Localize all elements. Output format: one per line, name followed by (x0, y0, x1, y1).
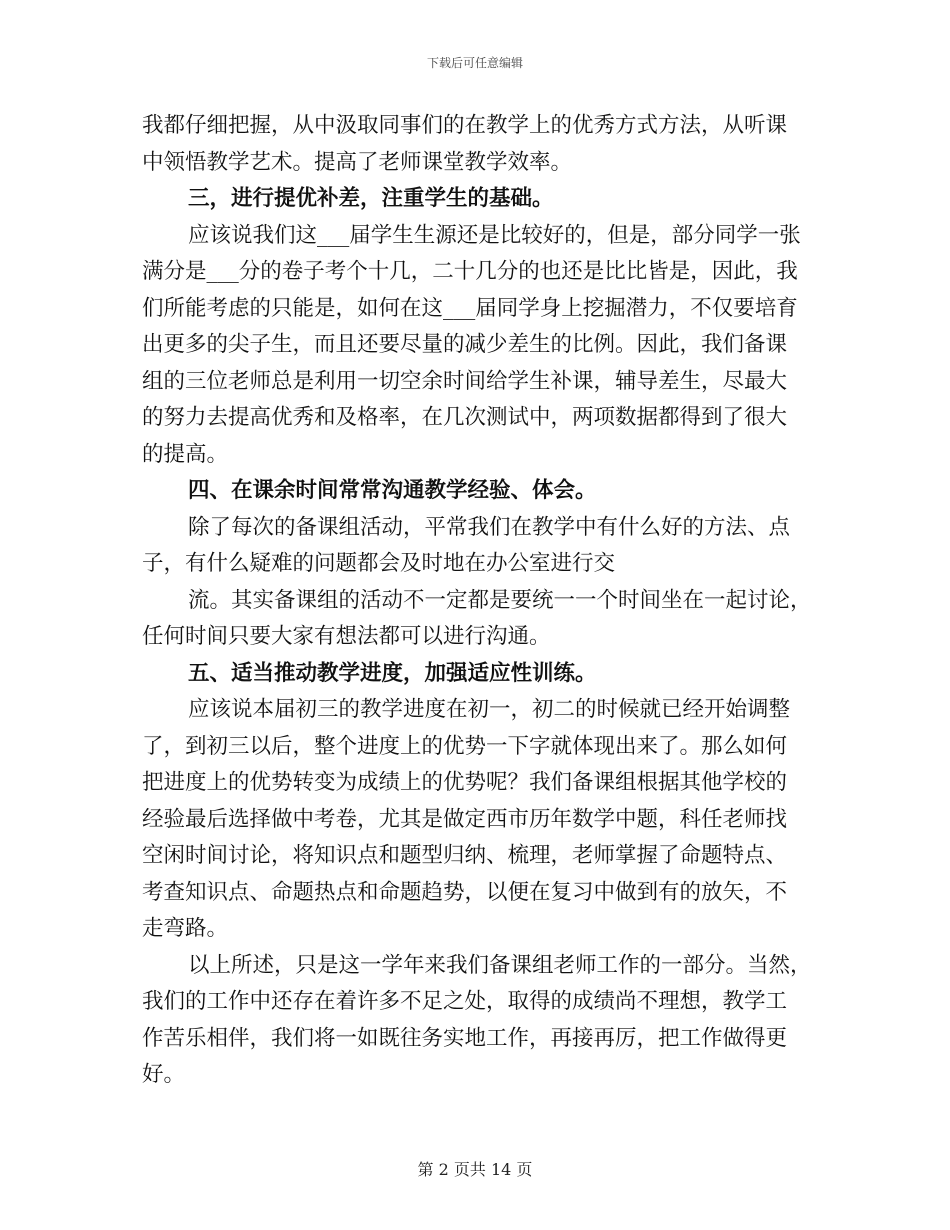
paragraph-line: 满分是___分的卷子考个十几，二十几分的也还是比比皆是，因此，我 (142, 259, 798, 284)
paragraph-line: 流。其实备课组的活动不一定都是要统一一个时间坐在一起讨论， (188, 587, 812, 613)
paragraph-line: 的提高。 (142, 441, 229, 467)
page-header: 下载后可任意编辑 (426, 56, 523, 70)
paragraph-line: 的努力去提高优秀和及格率，在几次测试中，两项数据都得到了很大 (142, 405, 788, 430)
section-heading: 五、适当推动教学进度，加强适应性训练。 (188, 660, 597, 686)
paragraph-line: 除了每次的备课组活动，平常我们在教学中有什么好的方法、点 (188, 514, 791, 540)
paragraph-line: 我们的工作中还存在着许多不足之处，取得的成绩尚不理想，教学工 (142, 989, 788, 1014)
section-heading: 三，进行提优补差，注重学生的基础。 (188, 186, 554, 211)
paragraph-line: 走弯路。 (142, 916, 229, 941)
paragraph-line: 好。 (142, 1062, 186, 1087)
paragraph-line: 任何时间只要大家有想法都可以进行沟通。 (142, 624, 551, 649)
page-number-footer: 第 2 页共 14 页 (417, 1160, 533, 1179)
paragraph-line: 应该说我们这___届学生生源还是比较好的，但是，部分同学一张 (188, 222, 801, 248)
paragraph-line: 中领悟教学艺术。提高了老师课堂教学效率。 (142, 149, 573, 175)
paragraph-line: 出更多的尖子生，而且还要尽量的减少差生的比例。因此，我们备课 (142, 332, 788, 357)
paragraph-line: 空闲时间讨论，将知识点和题型归纳、梳理，老师掌握了命题特点、 (142, 843, 788, 868)
section-heading: 四、在课余时间常常沟通教学经验、体会。 (188, 478, 597, 503)
document-body (142, 108, 814, 1094)
paragraph-line: 子，有什么疑难的问题都会及时地在办公室进行交 (142, 551, 616, 576)
paragraph-line: 我都仔细把握，从中汲取同事们的在教学上的优秀方式方法，从听课 (142, 113, 788, 138)
paragraph-line: 了，到初三以后，整个进度上的优势一下字就体现出来了。那么如何 (142, 733, 788, 759)
paragraph-line: 组的三位老师总是利用一切空余时间给学生补课，辅导差生，尽最大 (142, 368, 788, 394)
paragraph-line: 考查知识点、命题热点和命题趋势，以便在复习中做到有的放矢，不 (142, 879, 788, 905)
paragraph-line: 把进度上的优势转变为成绩上的优势呢？我们备课组根据其他学校的 (142, 770, 788, 795)
paragraph-line: 以上所述，只是这一学年来我们备课组老师工作的一部分。当然， (188, 952, 812, 978)
paragraph-line: 经验最后选择做中考卷，尤其是做定西市历年数学中题，科任老师找 (142, 806, 788, 832)
paragraph-line: 应该说本届初三的教学进度在初一，初二的时候就已经开始调整 (188, 697, 791, 722)
paragraph-line: 作苦乐相伴，我们将一如既往务实地工作，再接再厉，把工作做得更 (142, 1025, 788, 1051)
paragraph-line: 们所能考虑的只能是，如何在这___届同学身上挖掘潜力，不仅要培育 (142, 295, 798, 321)
